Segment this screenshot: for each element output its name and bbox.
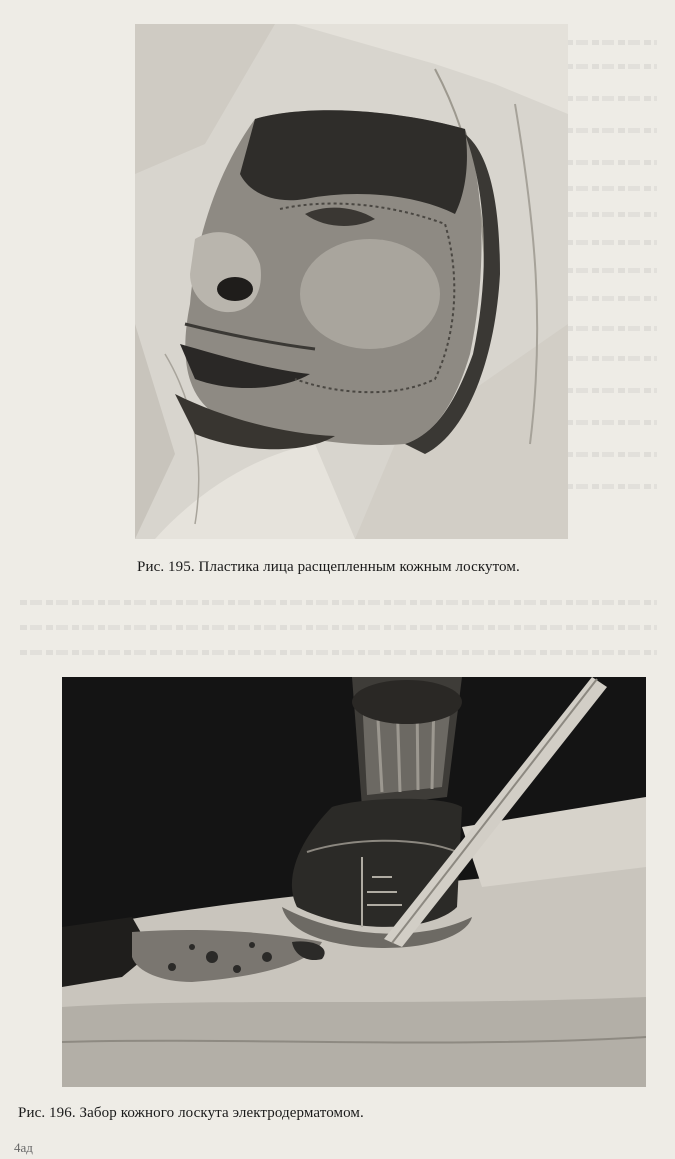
electrodermatome-illustration: [62, 677, 646, 1087]
page-number: 4ад: [14, 1140, 33, 1155]
figure-195-label: Рис. 195.: [137, 559, 195, 575]
face-skin-graft-illustration: [135, 24, 568, 539]
figure-196-caption: [18, 1104, 364, 1122]
figure-195-photo: [135, 24, 568, 539]
figure-195-caption: [137, 558, 520, 576]
figure-196-text: Забор кожного лоскута электродерматомом.: [79, 1105, 364, 1121]
figure-196-photo: [62, 677, 646, 1087]
figure-196-label: Рис. 196.: [18, 1105, 76, 1121]
figure-195-text: Пластика лица расщепленным кожным лоскутом.: [198, 559, 520, 575]
